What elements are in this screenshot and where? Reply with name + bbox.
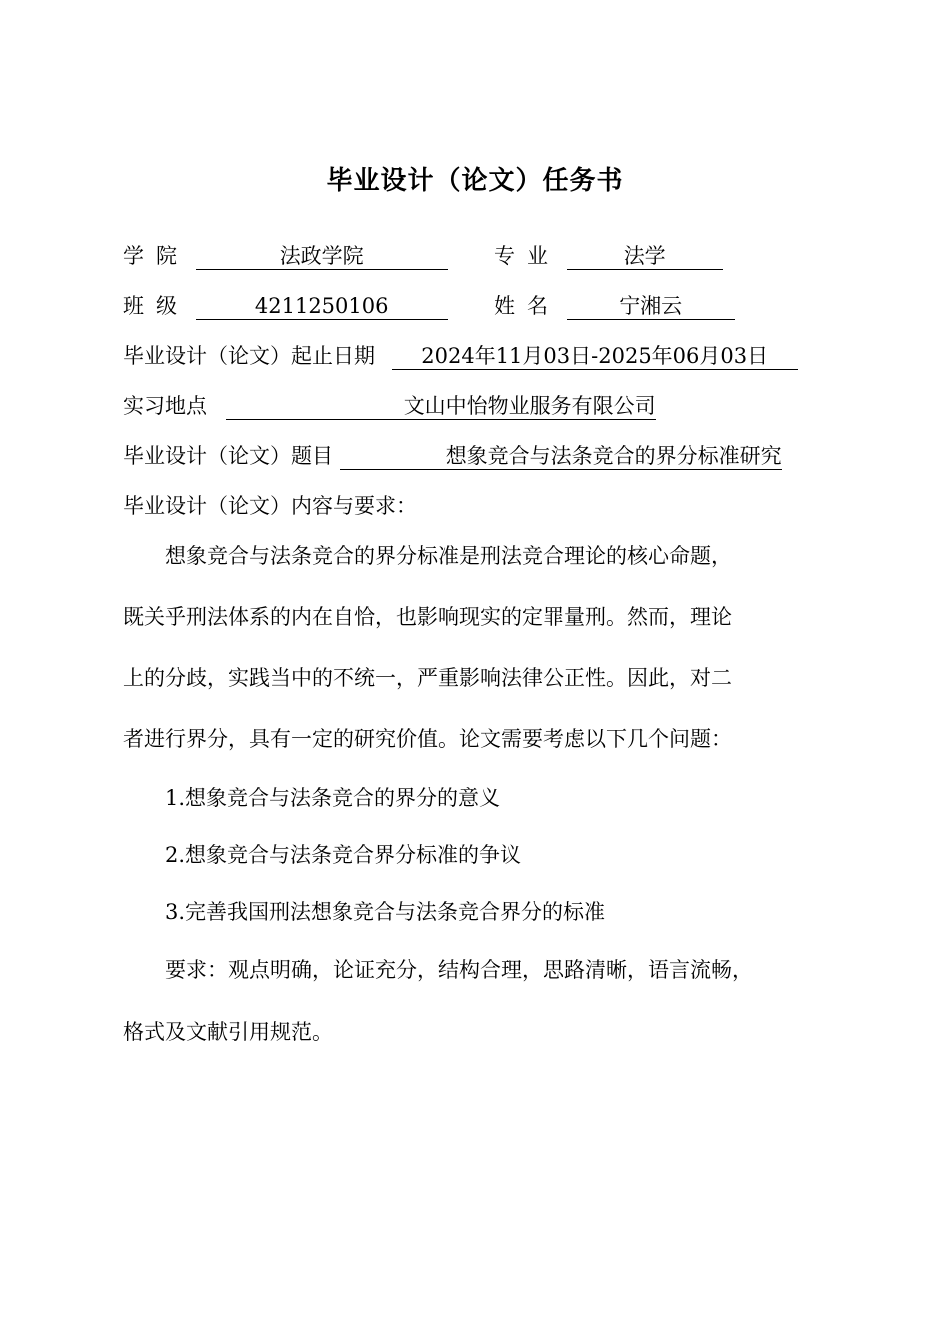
class-label: 班级 [123,294,189,318]
list-item: 3.完善我国刑法想象竞合与法条竞合界分的标准 [165,900,606,924]
location-label: 实习地点 [123,394,207,418]
major-value: 法学 [567,243,723,270]
college-row [123,240,448,272]
college-label: 学院 [123,244,189,268]
requirement-line-2: 格式及文献引用规范。 [123,1020,333,1044]
class-value: 4211250106 [196,293,448,320]
major-label: 专业 [494,244,560,268]
name-value: 宁湘云 [567,293,735,320]
list-item: 2.想象竞合与法条竞合界分标准的争议 [165,843,522,867]
list-item: 1.想象竞合与法条竞合的界分的意义 [165,786,501,810]
intro-line-4: 者进行界分，具有一定的研究价值。论文需要考虑以下几个问题： [123,727,732,751]
content-heading: 毕业设计（论文）内容与要求： [123,494,417,518]
intro-line-3: 上的分歧，实践当中的不统一，严重影响法律公正性。因此，对二 [123,666,732,690]
major-row [494,240,723,272]
document-title: 毕业设计（论文）任务书 [326,166,624,196]
topic-value: 想象竞合与法条竞合的界分标准研究 [340,443,782,470]
name-row [494,290,735,322]
name-label: 姓名 [494,294,560,318]
location-value: 文山中怡物业服务有限公司 [226,393,656,420]
college-value: 法政学院 [196,243,448,270]
date-value: 2024年11月03日-2025年06月03日 [392,343,798,370]
intro-line-1: 想象竞合与法条竞合的界分标准是刑法竞合理论的核心命题， [165,544,732,568]
class-row [123,290,448,322]
intro-line-2: 既关乎刑法体系的内在自恰，也影响现实的定罪量刑。然而，理论 [123,605,732,629]
location-row [123,390,656,422]
date-label: 毕业设计（论文）起止日期 [123,344,375,368]
topic-label: 毕业设计（论文）题目 [123,444,333,468]
date-row [123,340,798,372]
topic-row [123,440,782,472]
requirement-line-1: 要求：观点明确，论证充分，结构合理，思路清晰，语言流畅， [165,958,753,982]
